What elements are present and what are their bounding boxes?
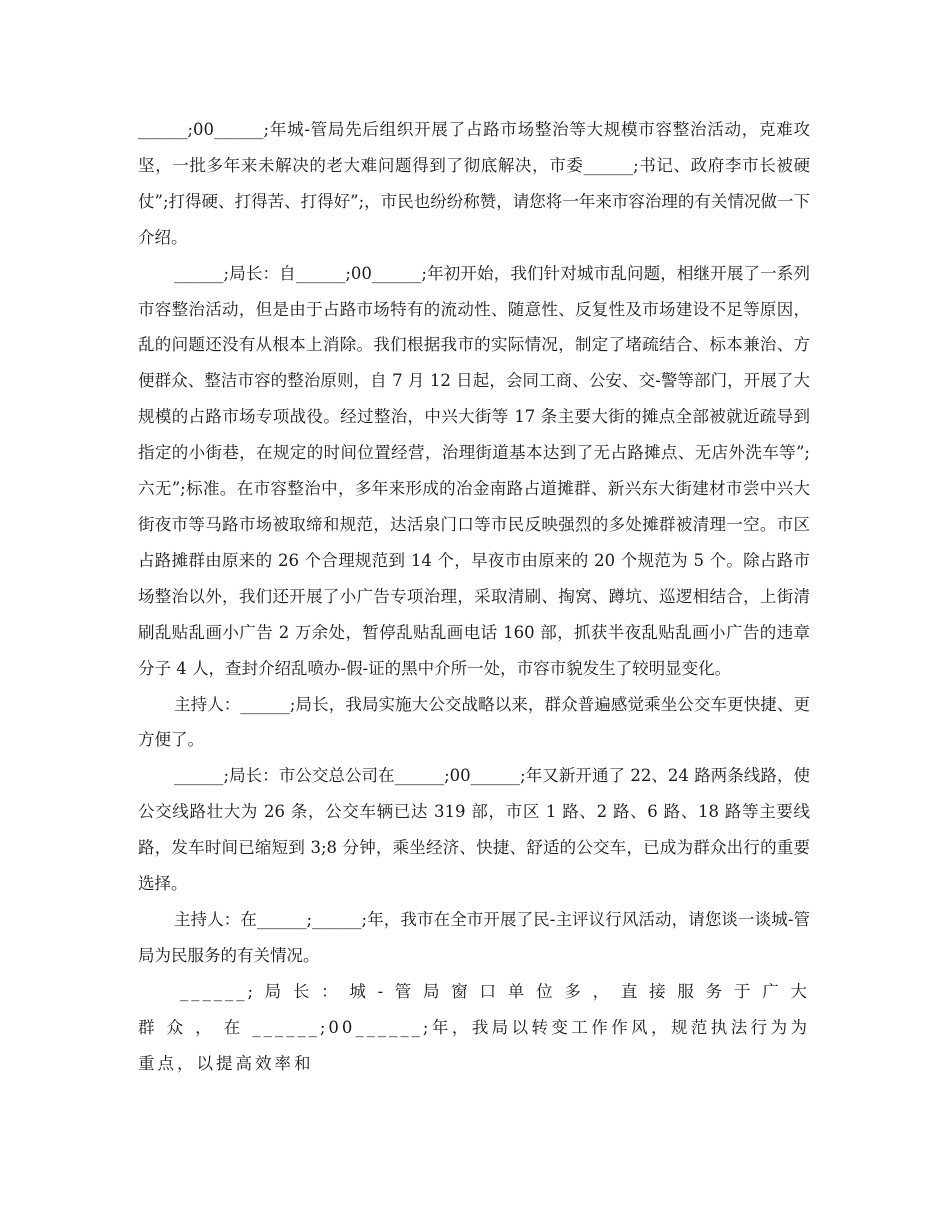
paragraph-bus-lines: ______;局长：市公交总公司在______;00______;年又新开通了 22、24 路两条线路，使公交线路壮大为 26 条，公交车辆已达 319 部，市区 1 路、2 路、6 路、18 路等主要线路，发车时间已缩短到 3;8 分钟，乘坐经济、快捷、舒适的公交车，已成为群众出行的重要选择。 — [138, 766, 810, 894]
paragraph-intro-question: ______;00______;年城-管局先后组织开展了占路市场整治等大规模市容整治活动，克难攻坚，一批多年来未解决的老大难问题得到了彻底解决，市委______;书记、政府李市长被硬仗”;打得硬、打得苦、打得好”;，市民也纷纷称赞，请您将一年来市容治理的有关情况做一下介绍。 — [138, 120, 810, 247]
paragraph-service-window: ______; 局 长 ： 城 - 管 局 窗 口 单 位 多 ， 直 接 服 务 于 广 大 群 众 ， 在 ______;00______;年，我局以转变工作作风，规范执法行为为重点，以提高效率和 — [138, 981, 810, 1073]
document-body — [138, 112, 810, 1081]
paragraph-host-evaluation: 主持人：在______;______;年，我市在全市开展了民-主评议行风活动，请您谈一谈城-管局为民服务的有关情况。 — [138, 909, 810, 965]
paragraph-market-rectification: ______;局长：自______;00______;年初开始，我们针对城市乱问题，相继开展了一系列市容整治活动，但是由于占路市场特有的流动性、随意性、反复性及市场建设不足等原因，乱的问题还没有从根本上消除。我们根据我市的实际情况，制定了堵疏结合、标本兼治、方便群众、整洁市容的整治原则，自 7 月 12 日起，会同工商、公安、交-警等部门，开展了大规模的占路市场专项战役。经过整治，中兴大街等 17 条主要大街的摊点全部被就近疏导到指定的小街巷，在规定的时间位置经营，治理街道基本达到了无占路摊点、无店外洗车等”;六无”;标准。在市容整治中，多年来形成的冶金南路占道摊群、新兴东大街建材市尝中兴大街夜市等马路市场被取缔和规范，达活泉门口等市民反映强烈的多处摊群被清理一空。市区占路摊群由原来的 26 个合理规范到 14 个，早夜市由原来的 20 个规范为 5 个。除占路市场整治以外，我们还开展了小广告专项治理，采取清刷、掏窝、蹲坑、巡逻相结合，上街清刷乱贴乱画小广告 2 万余处，暂停乱贴乱画电话 160 部，抓获半夜乱贴乱画小广告的违章分子 4 人，查封介绍乱喷办-假-证的黑中介所一处，市容市貌发生了较明显变化。 — [138, 263, 810, 678]
paragraph-host-public-transit: 主持人：______;局长，我局实施大公交战略以来，群众普遍感觉乘坐公交车更快捷、更方便了。 — [138, 694, 810, 750]
